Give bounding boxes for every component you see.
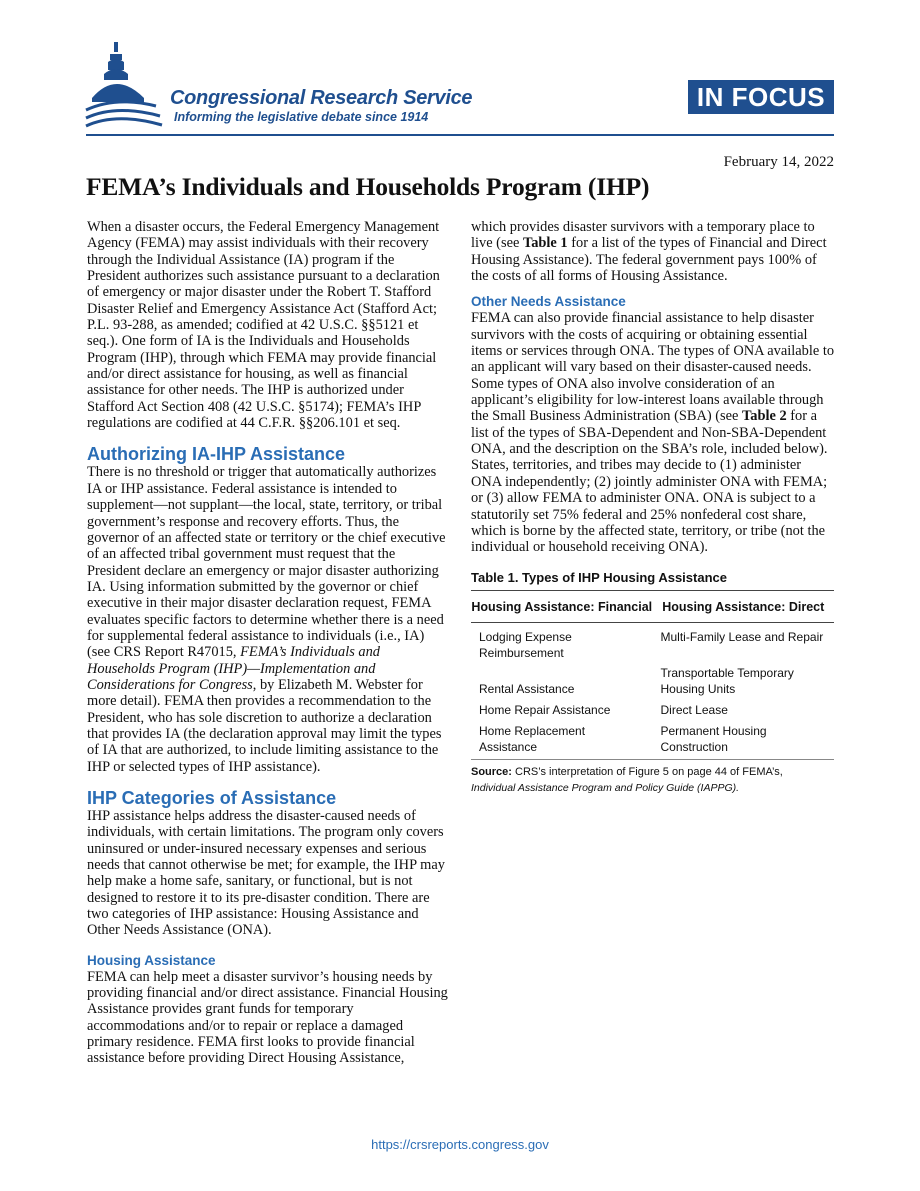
org-tagline: Informing the legislative debate since 1914 [174,110,429,124]
table-row [471,702,834,718]
source-document-title: Individual Assistance Program and Policy Guide (IAPPG). [471,781,740,794]
table-header-row [471,591,834,623]
table-cell-direct: Multi-Family Lease and Repair [660,629,824,644]
table-caption: Table 1. Types of IHP Housing Assistance [471,569,727,585]
table-row [471,723,834,755]
footer-link[interactable]: https://crsreports.congress.gov [371,1137,549,1152]
continued-text-1: which provides disaster survivors with a temporary place to live (see [471,219,815,252]
other-needs-text-1: FEMA can also provide financial assistance to help disaster survivors with the costs of acquiring or obtaining essential items or services through ONA. The types of ONA available to an applicant will vary based on their disaster-caused needs. Some types of ONA also involve consideration of an applicant’s eligibility for low-interest loans available through the Small Business Administration (SBA) (see [471,310,835,425]
other-needs-paragraph [471,310,835,555]
section-heading-authorizing: Authorizing IA-IHP Assistance [87,444,346,465]
section-heading-categories: IHP Categories of Assistance [87,788,337,808]
subsection-heading-other-needs: Other Needs Assistance [471,294,626,310]
in-focus-badge: IN FOCUS [688,80,834,114]
table2-reference: Table 2 [742,408,787,425]
source-text: CRS’s interpretation of Figure 5 on page 44 of FEMA’s, [511,765,783,778]
table-cell-financial: Lodging Expense Reimbursement [479,629,572,660]
table-housing-assistance [471,570,834,796]
authorizing-text-1: There is no threshold or trigger that automatically authorizes IA or IHP assistance. Federal assistance is intended to supplement—not supplant—the local, state, territory, or tribal government’s response and recovery efforts. Thus, the governor of an affected state or territory or the chief executive of an affected tribal government must request that the President declare an emergency or major disaster authorizing IA. Using information submitted by the governor or chief executive in their major disaster declaration request, FEMA evaluates specific factors to determine whether there is a need for supplemental federal assistance to individuals (i.e., IA) (see CRS Report R47015, [87,464,446,661]
intro-paragraph: When a disaster occurs, the Federal Emergency Management Agency (FEMA) may assist individuals with their recovery through the Individual Assistance (IA) program if the President authorizes such assistance pursuant to a declaration of emergency or major disaster under the Robert T. Stafford Disaster Relief and Emergency Assistance Act (Stafford Act; P.L. 93-288, as amended; codified at 42 U.S.C. §§5121 et seq.). One form of IA is the Individuals and Households Program (IHP), through which FEMA may provide financial and/or direct assistance for housing, as well as financial assistance for other needs. The IHP is authorized under Stafford Act Section 408 (42 U.S.C. §5174); FEMA’s IHP regulations are codified at 44 C.F.R. §§206.101 et seq. [87,219,440,432]
table-cell-direct [653,681,835,697]
authorizing-paragraph [87,464,451,775]
continued-paragraph [471,219,835,284]
crs-report-title: FEMA’s Individuals and Households Program (IHP)—Implementation and Considerations for Congress [87,644,381,693]
table-body [471,623,834,760]
right-column [471,219,835,796]
table-cell-direct: Direct Lease [660,702,728,717]
table-cell-financial: Home Replacement Assistance [479,723,586,754]
categories-paragraph: IHP assistance helps address the disaster-caused needs of individuals, with certain limitations. The program only covers uninsured or under-insured necessary expenses and serious needs that cannot otherwise be met; for example, the IHP may help make a home safe, sanitary, or functional, but is not designed to restore it to its pre-disaster condition. There are two categories of IHP assistance: Housing Assistance and Other Needs Assistance (ONA). [87,808,445,939]
table-cell-financial: Home Repair Assistance [479,702,611,717]
publication-date: February 14, 2022 [723,154,834,170]
other-needs-text-2: for a list of the types of SBA-Dependent and Non-SBA-Dependent ONA, and the description on the SBA’s role, included below). States, territories, and tribes may decide to (1) administer ONA independently; (2) jointly administer ONA with FEMA; or (3) allow FEMA to administer ONA. ONA is subject to a statutorily set 75% federal and 25% nonfederal cost share, which is borne by the affected state, territory, or tribe (not the individual or household receiving ONA). [471,408,828,556]
table1-reference: Table 1 [522,235,568,252]
table-cell-financial: Rental Assistance [479,681,575,696]
left-column [87,219,451,1067]
authorizing-text-2: , by Elizabeth M. Webster for more detail). FEMA then provides a recommendation to the President, who has sole discretion to authorize a declaration that provides IA (the declaration approval may limit the types of IA that are authorized, to include limiting assistance to the IHP or selected types of IHP assistance). [87,676,442,775]
table-cell-direct: Permanent Housing Construction [660,723,767,754]
source-label: Source: [471,765,512,778]
org-name: Congressional Research Service [170,87,473,109]
table-row [471,681,834,697]
page-title: FEMA’s Individuals and Households Program (IHP) [86,172,650,201]
housing-paragraph: FEMA can help meet a disaster survivor’s housing needs by providing financial and/or direct assistance. Financial Housing Assistance provides grant funds for temporary accommodations and/or to repair or replace a damaged primary residence. FEMA first looks to provide financial assistance before providing Direct Housing Assistance, [87,968,448,1067]
report-header [0,0,920,140]
table-source-note [471,764,834,796]
table-cell-direct: Transportable Temporary Housing Units [660,665,794,696]
header-divider [86,134,834,136]
column-header-direct: Housing Assistance: Direct [662,599,825,614]
column-header-financial: Housing Assistance: Financial [471,599,653,614]
subsection-heading-housing: Housing Assistance [87,952,216,968]
capitol-dome-icon [84,40,164,128]
continued-text-2: for a list of the types of Financial and Direct Housing Assistance). The federal government pays 100% of the costs of all forms of Housing Assistance. [471,235,827,285]
